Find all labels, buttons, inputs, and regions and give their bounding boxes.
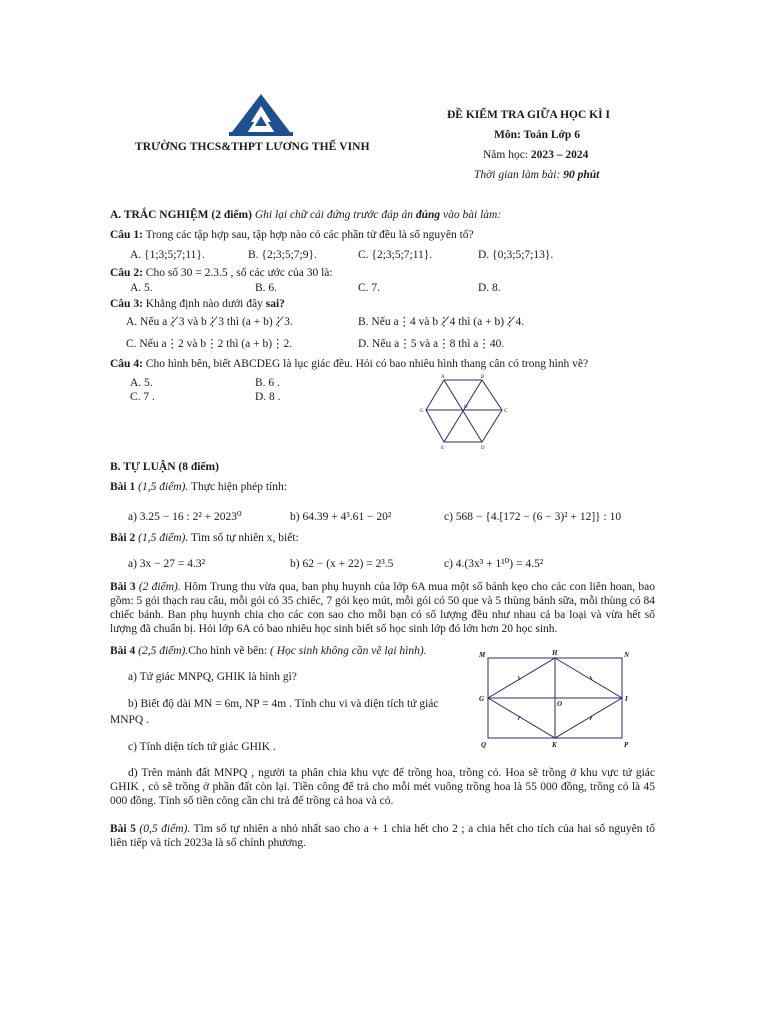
q3-option-c: C. Nếu a⋮2 và b⋮2 thì (a + b)⋮2.: [126, 338, 293, 350]
hex-label-o: O: [464, 405, 468, 410]
q2-option-d: D. 8.: [478, 282, 501, 294]
school-name: TRƯỜNG THCS&THPT LƯƠNG THẾ VINH: [135, 141, 370, 153]
bai-4-b-line1: b) Biết độ dài MN = 6m, NP = 4m . Tính chu vi và diện tích tứ giác: [128, 698, 439, 710]
bai-3: Bài 3 (2 điểm). Hôm Trung thu vừa qua, ban phụ huynh của lớp 6A mua một số bánh kẹo cho các con liên hoan, bao gồm: 5 gói thạch rau câu, mỗi gói có 35 chiếc, 7 gói kẹo mút, mỗi gói có 50 que và 5 thùng bánh sữa, mỗi thùng có 84 chiếc bánh. Ban phụ huynh chia cho các con sao cho mỗi bạn có số lượng đều như nhau cả ba loại và vừa hết số lượng đã chuẩn bị. Hỏi lớp 6A có bao nhiêu học sinh biết số học sinh lớp đó lớn hơn 20 học sinh.: [110, 581, 656, 635]
rect-label-g: G: [479, 695, 485, 703]
rect-label-h: H: [552, 649, 558, 657]
bai-4-d: d) Trên mảnh đất MNPQ , người ta phân chia khu vực để trồng hoa, trồng cỏ. Hoa sẽ trồng ở khu vực tứ giác GHIK , cỏ sẽ trồng ở phần đất còn lại. Tiền công để trả cho mỗi mét vuông trồng hoa là 55 000 đồng, trồng cỏ là 45 000 đồng. Tính số tiền công cần chi trả để trồng cả hoa và cỏ.: [110, 767, 655, 807]
q1-option-c: C. {2;3;5;7;11}.: [358, 249, 433, 261]
hex-label-c: C: [504, 409, 508, 414]
bai-4-c: c) Tính diện tích tứ giác GHIK .: [128, 741, 276, 753]
bai-2-a: a) 3x − 27 = 4.3²: [128, 558, 206, 570]
subject-label: Môn: Toán Lớp 6: [494, 129, 580, 141]
question-4: Câu 4: Cho hình bên, biết ABCDEG là lục giác đều. Hỏi có bao nhiêu hình thang cân có trong hình vẽ?: [110, 358, 589, 370]
bai-4-b-line2: MNPQ .: [110, 714, 149, 726]
school-year: Năm học: 2023 – 2024: [483, 149, 589, 161]
bai-1-a: a) 3.25 − 16 : 2² + 2023⁰: [128, 511, 242, 523]
exam-title: ĐỀ KIỂM TRA GIỮA HỌC KÌ I: [447, 109, 610, 121]
q3-option-b: B. Nếu a⋮4 và b⋮̸4 thì (a + b)⋮̸4.: [358, 316, 525, 328]
bai-2-heading: Bài 2 (1,5 điểm). Tìm số tự nhiên x, biết:: [110, 532, 299, 544]
hex-label-d: D: [481, 446, 485, 451]
bai-1-b: b) 64.39 + 4³.61 − 20²: [290, 511, 392, 523]
hex-label-b: B: [481, 375, 485, 380]
bai-1-heading: Bài 1 (1,5 điểm). Thực hiện phép tính:: [110, 481, 287, 493]
hex-label-e: E: [441, 446, 445, 451]
hex-label-a: A: [441, 375, 445, 380]
q2-option-b: B. 6.: [255, 282, 278, 294]
bai-1-c: c) 568 − {4.[172 − (6 − 3)² + 12]} : 10: [444, 511, 622, 523]
rect-label-k: K: [552, 741, 557, 749]
rect-label-q: Q: [481, 741, 487, 749]
bai-2-b: b) 62 − (x + 22) = 2³.5: [290, 558, 394, 570]
q2-option-c: C. 7.: [358, 282, 381, 294]
q1-option-b: B. {2;3;5;7;9}.: [248, 249, 317, 261]
hexagon-figure: [418, 372, 514, 452]
part-a-heading: A. TRẮC NGHIỆM (2 điểm) Ghi lại chữ cái đứng trước đáp án đúng vào bài làm:: [110, 209, 502, 221]
bai-4-heading: Bài 4 (2,5 điểm).Cho hình vẽ bên: ( Học sinh không cần vẽ lại hình).: [110, 645, 427, 657]
rect-label-p: P: [624, 741, 629, 749]
rect-label-o: O: [557, 700, 563, 708]
q3-option-d: D. Nếu a⋮5 và a⋮8 thì a⋮40.: [358, 338, 505, 350]
q1-option-d: D. {0;3;5;7;13}.: [478, 249, 554, 261]
q1-option-a: A. {1;3;5;7;11}.: [130, 249, 205, 261]
rect-label-n: N: [624, 651, 630, 659]
q3-option-a: A. Nếu a⋮̸3 và b⋮̸3 thì (a + b)⋮̸3.: [126, 316, 293, 328]
question-2: Câu 2: Cho số 30 = 2.3.5 , số các ước của 30 là:: [110, 267, 333, 279]
question-3: Câu 3: Khẳng định nào dưới đây sai?: [110, 298, 285, 310]
school-logo: [225, 92, 297, 138]
rect-label-i: I: [625, 695, 628, 703]
part-b-heading: B. TỰ LUẬN (8 điểm): [110, 461, 219, 473]
bai-4-a: a) Tứ giác MNPQ, GHIK là hình gì?: [128, 671, 297, 683]
exam-time: Thời gian làm bài: 90 phút: [474, 169, 600, 181]
bai-5: Bài 5 (0,5 điểm). Tìm số tự nhiên a nhỏ nhất sao cho a + 1 chia hết cho 2 ; a chia hết cho tích của hai số nguyên tố liên tiếp và tích 2023a là số chính phương.: [110, 823, 656, 849]
q4-option-b: B. 6 .: [255, 377, 280, 389]
q4-option-a: A. 5.: [130, 377, 153, 389]
bai-2-c: c) 4.(3x³ + 1¹⁰) = 4.5²: [444, 558, 544, 570]
q2-option-a: A. 5.: [130, 282, 153, 294]
question-1: Câu 1: Trong các tập hợp sau, tập hợp nào có các phần tử đều là số nguyên tố?: [110, 229, 474, 241]
rectangle-figure: [478, 648, 634, 750]
q4-option-d: D. 8 .: [255, 391, 281, 403]
rect-label-m: M: [479, 651, 486, 659]
hex-label-g: G: [420, 409, 424, 414]
q4-option-c: C. 7 .: [130, 391, 155, 403]
